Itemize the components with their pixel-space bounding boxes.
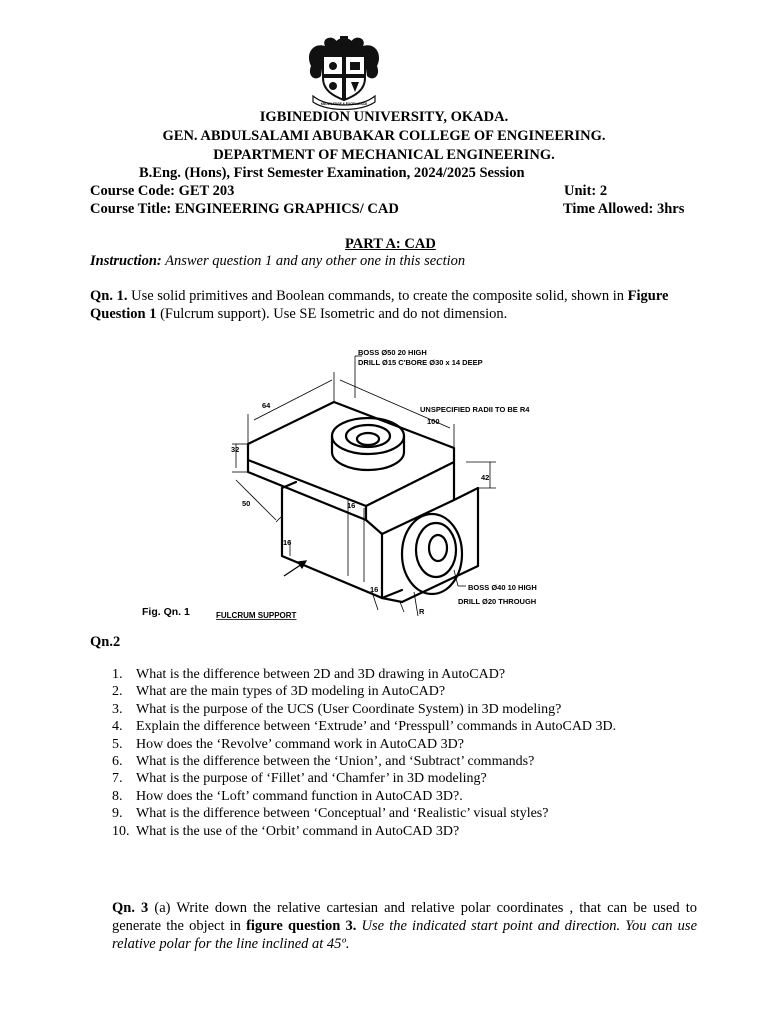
figure-boss-side-line-1: BOSS Ø40 10 HIGH <box>468 583 537 592</box>
question-1-text-a: Use solid primitives and Boolean commands, to create the composite solid, shown in <box>127 288 628 304</box>
question-1-line-1 <box>90 287 668 305</box>
question-2-label: Qn.2 <box>90 634 121 650</box>
exam-session: B.Eng. (Hons), First Semester Examination, 2024/2025 Session <box>139 165 525 181</box>
question-1-text-b: (Fulcrum support). Use SE Isometric and do not dimension. <box>156 306 508 322</box>
fulcrum-drawing <box>136 340 592 628</box>
question-2-item <box>112 718 616 735</box>
question-2-list <box>112 666 616 840</box>
course-title: Course Title: ENGINEERING GRAPHICS/ CAD <box>90 201 399 217</box>
instruction-label: Instruction: <box>90 253 162 269</box>
course-code: Course Code: GET 203 <box>90 183 235 199</box>
question-2-item <box>112 701 616 718</box>
instruction <box>90 252 465 270</box>
figure-dim-16-b: 16 <box>283 538 292 547</box>
question-2-item-number: 8. <box>112 788 123 804</box>
crest-motto: KNOWLEDGE & EXCELLENCE <box>320 102 368 106</box>
question-2-item <box>112 770 616 787</box>
question-3-text: (a) Write down the relative cartesian and relative polar coordinates , that can be used to generate the object in <box>112 900 697 934</box>
question-2-item-number: 3. <box>112 701 123 717</box>
course-unit: Unit: 2 <box>564 183 608 199</box>
question-2-item-text: What is the difference between 2D and 3D drawing in AutoCAD? <box>136 667 506 682</box>
figure-dim-r: R <box>419 607 425 616</box>
figure-dim-42: 42 <box>481 473 490 482</box>
figure-radii-note: UNSPECIFIED RADII TO BE R4 <box>420 405 530 414</box>
university-name: IGBINEDION UNIVERSITY, OKADA. <box>259 109 509 125</box>
question-3-instruction: Use the indicated start point and direction. You can use relative polar for the line inclined at 45º. <box>112 918 697 952</box>
question-2-item-text: What is the purpose of the UCS (User Coordinate System) in 3D modeling? <box>136 701 562 717</box>
figure-boss-top-line-2: DRILL Ø15 C'BORE Ø30 x 14 DEEP <box>358 358 483 367</box>
question-2-item-text: How does the ‘Loft’ command function in AutoCAD 3D?. <box>136 788 463 804</box>
question-2-item-number: 1. <box>112 667 123 682</box>
figure-dim-16-c: 16 <box>370 585 379 594</box>
question-2-item-number: 2. <box>112 684 123 700</box>
figure-caption-label: Fig. Qn. 1 <box>142 606 190 618</box>
question-2-item-number: 5. <box>112 736 123 752</box>
crest-shield-icon <box>303 32 385 110</box>
figure-dim-32: 32 <box>231 445 240 454</box>
question-2-item-text: How does the ‘Revolve’ command work in AutoCAD 3D? <box>136 736 464 752</box>
figure-dim-100: 100 <box>427 417 440 426</box>
university-crest <box>303 32 385 110</box>
figure-boss-top-line-1: BOSS Ø50 20 HIGH <box>358 348 427 357</box>
time-allowed: Time Allowed: 3hrs <box>563 201 685 217</box>
question-1-figure-ref-2: Question 1 <box>90 306 157 322</box>
question-2-item-number: 4. <box>112 719 123 735</box>
department-name: DEPARTMENT OF MECHANICAL ENGINEERING. <box>213 147 555 163</box>
question-2-item-text: What is the difference between the ‘Union’, and ‘Subtract’ commands? <box>136 754 535 770</box>
question-1-line-2 <box>90 305 507 323</box>
figure-dim-64: 64 <box>262 401 271 410</box>
instruction-text: Answer question 1 and any other one in this section <box>161 253 466 269</box>
question-2-item-text: What is the purpose of ‘Fillet’ and ‘Chamfer’ in 3D modeling? <box>136 771 487 787</box>
question-2-item-number: 10. <box>112 823 130 839</box>
question-2-item-number: 6. <box>112 754 123 770</box>
question-2-item-text: What is the use of the ‘Orbit’ command in AutoCAD 3D? <box>136 823 460 839</box>
part-a-title: PART A: CAD <box>345 236 436 252</box>
question-2-item <box>112 823 616 840</box>
question-2-item-text: What are the main types of 3D modeling in AutoCAD? <box>136 684 446 700</box>
question-3-label: Qn. 3 <box>112 900 149 916</box>
question-2-item-text: What is the difference between ‘Conceptual’ and ‘Realistic’ visual styles? <box>136 806 549 822</box>
figure-dim-16-a: 16 <box>347 501 356 510</box>
question-2-item <box>112 788 616 805</box>
question-2-item <box>112 753 616 770</box>
question-2-item-number: 7. <box>112 771 123 787</box>
question-2-item <box>112 666 616 683</box>
fulcrum-support-figure <box>136 340 592 628</box>
question-3-figure-ref: figure question 3. <box>246 918 357 934</box>
figure-dim-50: 50 <box>242 499 251 508</box>
question-1-figure-ref: Figure <box>627 288 669 304</box>
question-2-item-text: Explain the difference between ‘Extrude’ and ‘Presspull’ commands in AutoCAD 3D. <box>136 719 617 735</box>
figure-caption-title: FULCRUM SUPPORT <box>216 611 297 620</box>
figure-boss-side-line-2: DRILL Ø20 THROUGH <box>458 597 537 606</box>
question-2-item <box>112 805 616 822</box>
college-name: GEN. ABDULSALAMI ABUBAKAR COLLEGE OF ENGINEERING. <box>162 128 606 144</box>
question-2-item <box>112 683 616 700</box>
question-3 <box>112 899 697 953</box>
question-2-item-number: 9. <box>112 806 123 822</box>
question-2-item <box>112 736 616 753</box>
question-1-label: Qn. 1. <box>90 288 128 304</box>
